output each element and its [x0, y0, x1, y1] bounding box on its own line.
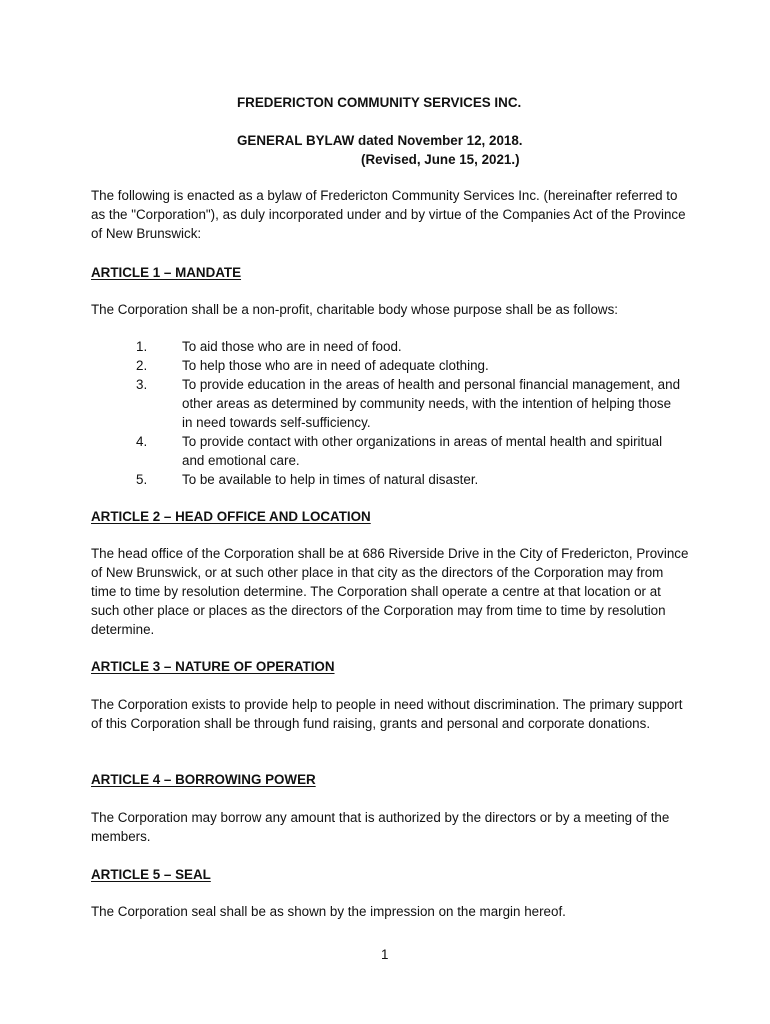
bylaw-title: GENERAL BYLAW dated November 12, 2018. — [237, 133, 523, 148]
intro-paragraph: The following is enacted as a bylaw of Fredericton Community Services Inc. (hereinafter referred to as the "Corporation"), as duly incorporated under and by virtue of the Companies Act of the Province of New Brunswick: — [91, 188, 686, 241]
organization-title: FREDERICTON COMMUNITY SERVICES INC. — [237, 95, 522, 110]
list-item — [91, 432, 691, 470]
list-item — [91, 470, 691, 489]
list-item-text: To help those who are in need of adequate clothing. — [182, 358, 489, 373]
list-item-number: 4. — [136, 434, 148, 449]
list-item-number: 5. — [136, 472, 148, 487]
list-item — [91, 375, 691, 432]
article-3-text: The Corporation exists to provide help to people in need without discrimination. The primary support of this Corporation shall be through fund raising, grants and personal and corporate donations. — [91, 697, 683, 731]
article-4-text: The Corporation may borrow any amount that is authorized by the directors or by a meeting of the members. — [91, 810, 670, 844]
list-item — [91, 337, 691, 356]
article-2-heading: ARTICLE 2 – HEAD OFFICE AND LOCATION — [91, 509, 371, 524]
revision-date: (Revised, June 15, 2021.) — [361, 152, 520, 167]
article-2-text: The head office of the Corporation shall be at 686 Riverside Drive in the City of Fredericton, Province of New Brunswick, or at such other place in that city as the directors of the Corporation may from time to time by resolution determine. The Corporation shall operate a centre at that location or at such other place or places as the directors of the Corporation may from time to time by resolution determine. — [91, 546, 689, 637]
list-item-text: To provide education in the areas of health and personal financial management, and other areas as determined by community needs, with the intention of helping those in need towards self-sufficiency. — [182, 377, 681, 430]
article-5-text: The Corporation seal shall be as shown by the impression on the margin hereof. — [91, 904, 566, 919]
list-item — [91, 356, 691, 375]
page-number: 1 — [381, 947, 389, 962]
mandate-list — [91, 337, 691, 489]
list-item-text: To aid those who are in need of food. — [182, 339, 402, 354]
article-1-text: The Corporation shall be a non-profit, charitable body whose purpose shall be as follows: — [91, 302, 619, 317]
list-item-number: 3. — [136, 377, 148, 392]
article-1-heading: ARTICLE 1 – MANDATE — [91, 265, 242, 280]
list-item-text: To be available to help in times of natural disaster. — [182, 472, 479, 487]
article-5-heading: ARTICLE 5 – SEAL — [91, 867, 211, 882]
article-4-heading: ARTICLE 4 – BORROWING POWER — [91, 772, 316, 787]
list-item-number: 2. — [136, 358, 148, 373]
list-item-text: To provide contact with other organizations in areas of mental health and spiritual and emotional care. — [182, 434, 663, 468]
article-3-heading: ARTICLE 3 – NATURE OF OPERATION — [91, 659, 335, 674]
list-item-number: 1. — [136, 339, 148, 354]
